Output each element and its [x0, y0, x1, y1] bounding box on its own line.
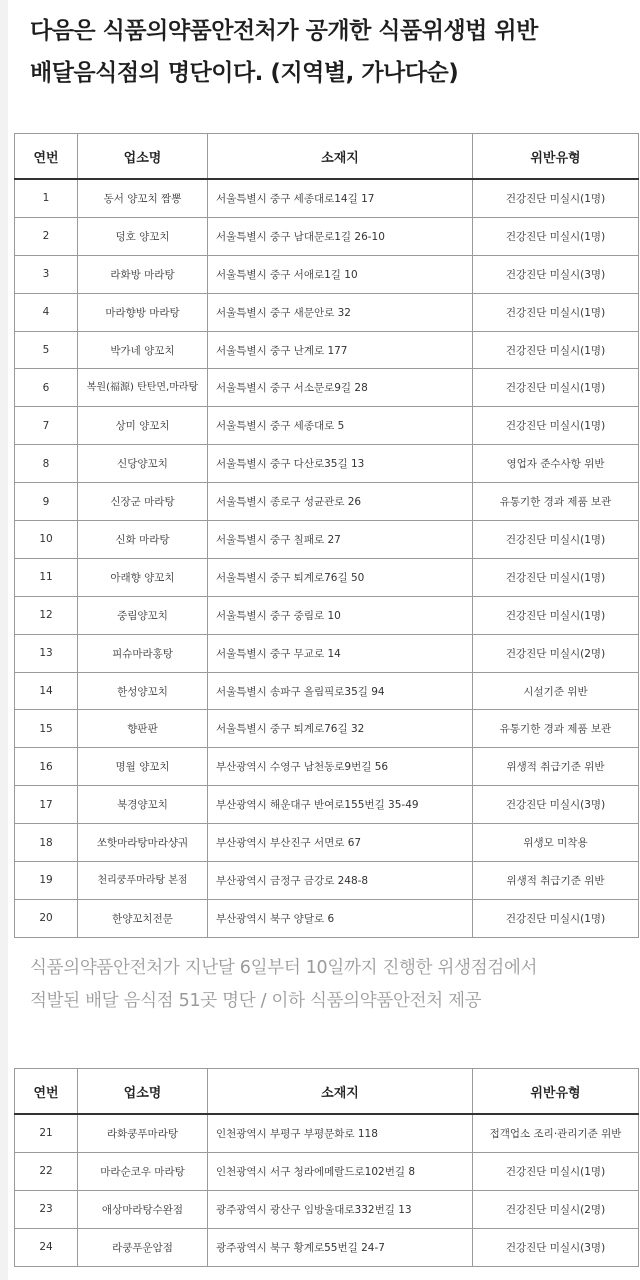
cell-number: 1: [15, 179, 78, 217]
cell-business-name: 쏘핫마라탕마라샹궈: [78, 824, 208, 862]
cell-business-name: 중림양꼬치: [78, 596, 208, 634]
table-header-row: [15, 1069, 639, 1115]
caption-line-2: 적발된 배달 음식점 51곳 명단 / 이하 식품의약품안전처 제공: [30, 991, 482, 1011]
cell-violation-type: 위생모 미착용: [473, 824, 639, 862]
cell-number: 7: [15, 407, 78, 445]
cell-business-name: 동서 양꼬치 짬뽕: [78, 179, 208, 217]
table-header-row: [15, 134, 639, 180]
header-violation-type: 위반유형: [473, 134, 639, 180]
table-row: [15, 748, 639, 786]
cell-business-name: 천리쿵푸마라탕 본점: [78, 862, 208, 900]
cell-business-name: 라쿵푸운암점: [78, 1228, 208, 1266]
cell-address: 부산광역시 수영구 남천동로9번길 56: [208, 748, 473, 786]
cell-address: 서울특별시 중구 중림로 10: [208, 596, 473, 634]
cell-number: 5: [15, 331, 78, 369]
cell-address: 서울특별시 중구 서소문로9길 28: [208, 369, 473, 407]
cell-business-name: 박가네 양꼬치: [78, 331, 208, 369]
cell-address: 서울특별시 중구 칠패로 27: [208, 521, 473, 559]
cell-business-name: 향판판: [78, 710, 208, 748]
cell-business-name: 북경양꼬치: [78, 786, 208, 824]
cell-violation-type: 유통기한 경과 제품 보관: [473, 483, 639, 521]
table-row: [15, 445, 639, 483]
cell-address: 서울특별시 종로구 성균관로 26: [208, 483, 473, 521]
cell-address: 서울특별시 중구 난계로 177: [208, 331, 473, 369]
cell-business-name: 상미 양꼬치: [78, 407, 208, 445]
cell-business-name: 덩호 양꼬치: [78, 217, 208, 255]
cell-number: 16: [15, 748, 78, 786]
image-caption: [30, 952, 630, 1018]
table-row: [15, 1190, 639, 1228]
left-margin-bar: [0, 0, 8, 1280]
cell-number: 24: [15, 1228, 78, 1266]
cell-violation-type: 건강진단 미실시(1명): [473, 558, 639, 596]
cell-address: 부산광역시 부산진구 서면로 67: [208, 824, 473, 862]
cell-number: 6: [15, 369, 78, 407]
cell-business-name: 마라향방 마라탕: [78, 293, 208, 331]
cell-business-name: 아래향 양꼬치: [78, 558, 208, 596]
violation-table-1: [14, 133, 639, 938]
table-row: [15, 899, 639, 937]
cell-address: 인천광역시 서구 청라에메랄드로102번길 8: [208, 1152, 473, 1190]
cell-violation-type: 건강진단 미실시(1명): [473, 179, 639, 217]
header-business-name: 업소명: [78, 1069, 208, 1115]
table-row: [15, 483, 639, 521]
header-address: 소재지: [208, 134, 473, 180]
cell-number: 20: [15, 899, 78, 937]
table-row: [15, 862, 639, 900]
cell-business-name: 한성양꼬치: [78, 672, 208, 710]
table-row: [15, 710, 639, 748]
cell-address: 서울특별시 중구 세종대로14길 17: [208, 179, 473, 217]
cell-address: 부산광역시 금정구 금강로 248-8: [208, 862, 473, 900]
header-number: 연번: [15, 1069, 78, 1115]
cell-violation-type: 영업자 준수사항 위반: [473, 445, 639, 483]
cell-business-name: 라화방 마라탕: [78, 255, 208, 293]
caption-line-1: 식품의약품안전처가 지난달 6일부터 10일까지 진행한 위생점검에서: [30, 958, 538, 978]
cell-address: 서울특별시 중구 세종대로 5: [208, 407, 473, 445]
violation-table-2: [14, 1068, 639, 1267]
cell-business-name: 신화 마라탕: [78, 521, 208, 559]
cell-address: 부산광역시 해운대구 반여로155번길 35-49: [208, 786, 473, 824]
table-row: [15, 331, 639, 369]
cell-address: 서울특별시 중구 퇴계로76길 32: [208, 710, 473, 748]
cell-violation-type: 시설기준 위반: [473, 672, 639, 710]
cell-violation-type: 위생적 취급기준 위반: [473, 748, 639, 786]
cell-number: 3: [15, 255, 78, 293]
cell-business-name: 애상마라탕수완점: [78, 1190, 208, 1228]
cell-address: 부산광역시 북구 양달로 6: [208, 899, 473, 937]
cell-business-name: 신당양꼬치: [78, 445, 208, 483]
cell-business-name: 명월 양꼬치: [78, 748, 208, 786]
cell-violation-type: 위생적 취급기준 위반: [473, 862, 639, 900]
cell-number: 21: [15, 1114, 78, 1152]
cell-number: 2: [15, 217, 78, 255]
cell-violation-type: 건강진단 미실시(1명): [473, 1152, 639, 1190]
cell-number: 12: [15, 596, 78, 634]
cell-number: 8: [15, 445, 78, 483]
table-row: [15, 179, 639, 217]
cell-address: 서울특별시 중구 남대문로1길 26-10: [208, 217, 473, 255]
cell-violation-type: 건강진단 미실시(2명): [473, 634, 639, 672]
cell-violation-type: 유통기한 경과 제품 보관: [473, 710, 639, 748]
table-row: [15, 558, 639, 596]
cell-violation-type: 건강진단 미실시(1명): [473, 293, 639, 331]
cell-number: 13: [15, 634, 78, 672]
cell-number: 9: [15, 483, 78, 521]
cell-number: 11: [15, 558, 78, 596]
cell-number: 18: [15, 824, 78, 862]
cell-violation-type: 건강진단 미실시(2명): [473, 1190, 639, 1228]
cell-business-name: 라화쿵푸마라탕: [78, 1114, 208, 1152]
cell-violation-type: 건강진단 미실시(3명): [473, 1228, 639, 1266]
cell-violation-type: 건강진단 미실시(1명): [473, 596, 639, 634]
cell-violation-type: 접객업소 조리·관리기준 위반: [473, 1114, 639, 1152]
cell-number: 23: [15, 1190, 78, 1228]
table-row: [15, 407, 639, 445]
header-address: 소재지: [208, 1069, 473, 1115]
cell-violation-type: 건강진단 미실시(1명): [473, 407, 639, 445]
cell-address: 서울특별시 중구 퇴계로76길 50: [208, 558, 473, 596]
article-heading: [30, 10, 630, 94]
table-row: [15, 521, 639, 559]
table-row: [15, 824, 639, 862]
cell-address: 인천광역시 부평구 부평문화로 118: [208, 1114, 473, 1152]
header-number: 연번: [15, 134, 78, 180]
header-violation-type: 위반유형: [473, 1069, 639, 1115]
table-row: [15, 1114, 639, 1152]
table-row: [15, 672, 639, 710]
cell-business-name: 피슈마라홍탕: [78, 634, 208, 672]
cell-violation-type: 건강진단 미실시(3명): [473, 255, 639, 293]
cell-business-name: 복원(福源) 탄탄면,마라탕: [78, 369, 208, 407]
cell-business-name: 마라순코우 마라탕: [78, 1152, 208, 1190]
cell-violation-type: 건강진단 미실시(3명): [473, 786, 639, 824]
cell-violation-type: 건강진단 미실시(1명): [473, 521, 639, 559]
cell-address: 서울특별시 송파구 올림픽로35길 94: [208, 672, 473, 710]
cell-number: 22: [15, 1152, 78, 1190]
heading-line-2: 배달음식점의 명단이다. (지역별, 가나다순): [30, 60, 459, 86]
table-row: [15, 217, 639, 255]
cell-number: 4: [15, 293, 78, 331]
cell-number: 14: [15, 672, 78, 710]
cell-violation-type: 건강진단 미실시(1명): [473, 369, 639, 407]
table-row: [15, 786, 639, 824]
cell-address: 서울특별시 중구 서애로1길 10: [208, 255, 473, 293]
cell-violation-type: 건강진단 미실시(1명): [473, 217, 639, 255]
table-row: [15, 255, 639, 293]
table-row: [15, 369, 639, 407]
cell-violation-type: 건강진단 미실시(1명): [473, 331, 639, 369]
header-business-name: 업소명: [78, 134, 208, 180]
table-row: [15, 596, 639, 634]
cell-address: 서울특별시 중구 다산로35길 13: [208, 445, 473, 483]
cell-business-name: 한양꼬치전문: [78, 899, 208, 937]
cell-number: 19: [15, 862, 78, 900]
cell-address: 광주광역시 북구 황계로55번길 24-7: [208, 1228, 473, 1266]
table-row: [15, 1152, 639, 1190]
table-row: [15, 293, 639, 331]
cell-address: 서울특별시 중구 새문안로 32: [208, 293, 473, 331]
cell-number: 17: [15, 786, 78, 824]
heading-line-1: 다음은 식품의약품안전처가 공개한 식품위생법 위반: [30, 18, 538, 44]
cell-number: 10: [15, 521, 78, 559]
cell-number: 15: [15, 710, 78, 748]
table-row: [15, 634, 639, 672]
cell-violation-type: 건강진단 미실시(1명): [473, 899, 639, 937]
cell-address: 광주광역시 광산구 임방울대로332번길 13: [208, 1190, 473, 1228]
table-row: [15, 1228, 639, 1266]
cell-business-name: 신장군 마라탕: [78, 483, 208, 521]
cell-address: 서울특별시 중구 무교로 14: [208, 634, 473, 672]
